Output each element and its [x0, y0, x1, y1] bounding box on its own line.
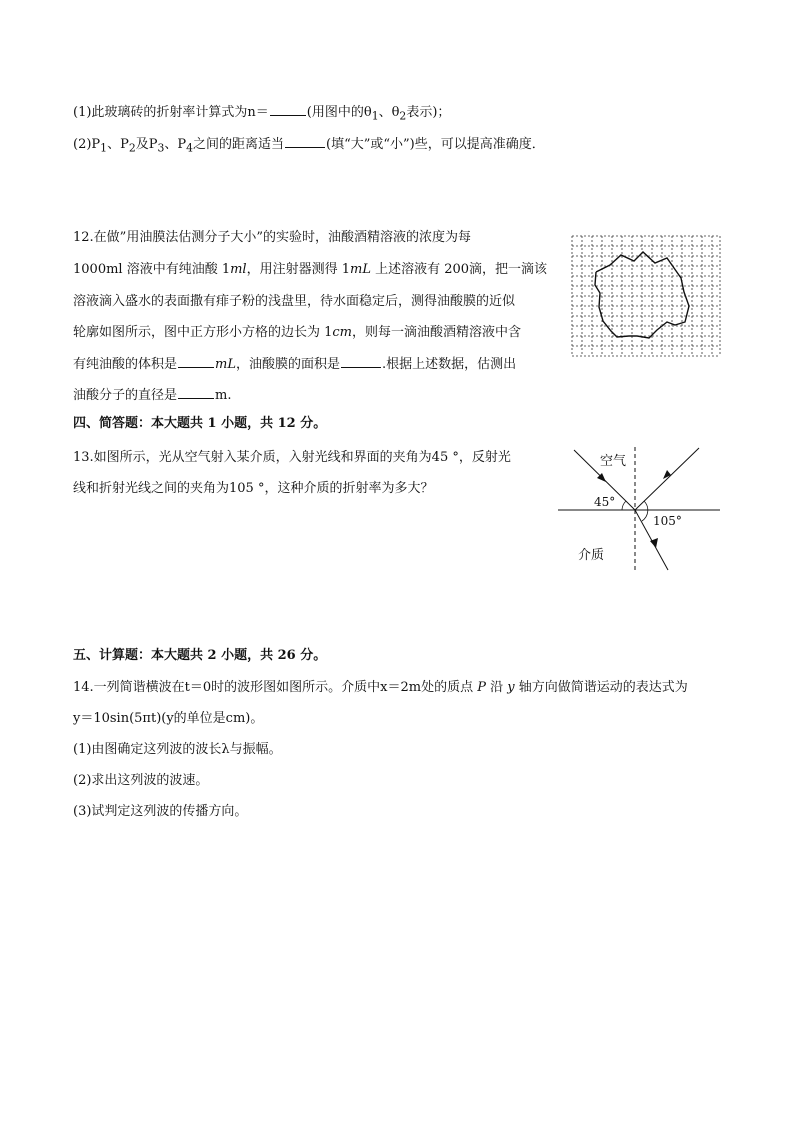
q14-line2: y＝10sin(5πt)(y的单位是cm)。 — [73, 711, 264, 726]
q11-part2-text: 、P — [164, 137, 187, 152]
q11-part2-text: (填“大”或“小”)些，可以提高准确度． — [326, 137, 545, 152]
reflected-ray — [635, 448, 699, 510]
section-desc: 本大题共 1 小题，共 12 分。 — [151, 416, 327, 431]
q13-line1: 13.如图所示，光从空气射入某介质，入射光线和界面的夹角为45 °，反射光 — [73, 450, 511, 465]
section-title: 五、计算题： — [73, 648, 152, 663]
q12-text: .根据上述数据，估测出 — [382, 357, 517, 372]
q11-part1 — [73, 103, 450, 126]
unit: cm — [332, 325, 353, 340]
q12-line2 — [73, 261, 547, 279]
q14-line1 — [73, 679, 688, 697]
q11-part2-text: 及P — [135, 137, 158, 152]
q12-line1: 12.在做”用油膜法估测分子大小”的实验时，油酸酒精溶液的浓度为每 — [73, 230, 471, 245]
q12-text: ，用注射器测得 1 — [246, 262, 351, 277]
medium-label: 介质 — [578, 548, 605, 563]
q14-text: 14.一列简谐横波在t＝0时的波形图如图所示。介质中x＝2m处的质点 — [73, 680, 478, 695]
q14-part2: (2)求出这列波的波速。 — [73, 773, 209, 788]
oil-film-grid-figure — [571, 235, 721, 359]
q14-text: 轴方向做简谐运动的表达式为 — [514, 680, 688, 695]
q12-text: ，油酸膜的面积是 — [235, 357, 340, 372]
q12-text: 油酸分子的直径是 — [73, 388, 178, 403]
q12-text: 有纯油酸的体积是 — [73, 357, 178, 372]
variable: y — [507, 680, 515, 695]
q12-line4 — [73, 324, 521, 342]
q11-part2-text: 、P — [107, 137, 129, 152]
q14-part3: (3)试判定这列波的传播方向。 — [73, 804, 248, 819]
q12-text: ，则每一滴油酸酒精溶液中含 — [352, 325, 522, 340]
q14-part1: (1)由图确定这列波的波长λ与振幅。 — [73, 742, 282, 757]
answer-blank — [270, 103, 306, 116]
q11-part2 — [73, 135, 545, 158]
q12-line6 — [73, 386, 231, 405]
q11-part2-text: (2)P — [73, 137, 101, 152]
subscript: 1 — [371, 109, 379, 123]
subscript: 3 — [157, 141, 165, 155]
air-label: 空气 — [600, 454, 627, 469]
angle-arc — [622, 501, 626, 510]
q12-text: 轮廓如图所示，图中正方形小方格的边长为 1 — [73, 325, 333, 340]
unit: ml — [230, 262, 247, 277]
subscript: 1 — [100, 141, 108, 155]
answer-blank — [341, 355, 381, 368]
angle-105-label: 105° — [653, 514, 682, 528]
unit: mL — [350, 262, 371, 277]
answer-blank — [178, 386, 214, 399]
q14-text: 沿 — [485, 680, 508, 695]
q12-line3: 溶液滴入盛水的表面撒有痱子粉的浅盘里，待水面稳定后，测得油酸膜的近似 — [73, 294, 516, 309]
section-title: 四、简答题： — [73, 416, 152, 431]
arrow-icon — [663, 470, 671, 479]
section4-heading — [73, 415, 326, 433]
subscript: 2 — [399, 109, 407, 123]
subscript: 2 — [128, 141, 136, 155]
angle-45-label: 45° — [594, 495, 616, 509]
answer-blank — [285, 135, 325, 148]
refraction-figure — [556, 445, 724, 575]
q11-part1-text: (1)此玻璃砖的折射率计算式为n＝ — [73, 105, 269, 120]
variable: P — [477, 680, 486, 695]
unit: mL — [215, 357, 236, 372]
q12-text: 1000ml 溶液中有纯油酸 1 — [73, 262, 231, 277]
section5-heading — [73, 647, 326, 665]
q11-part1-text: 表示)； — [406, 105, 451, 120]
answer-blank — [178, 355, 214, 368]
q12-text: m. — [215, 388, 232, 403]
q13-line2: 线和折射光线之间的夹角为105 °，这种介质的折射率为多大？ — [73, 481, 434, 496]
subscript: 4 — [186, 141, 193, 155]
q11-part1-text: (用图中的θ — [306, 105, 372, 120]
q12-text: 上述溶液有 200滴，把一滴该 — [370, 262, 548, 277]
q11-part1-text: 、θ — [378, 105, 400, 120]
section-desc: 本大题共 2 小题，共 26 分。 — [151, 648, 327, 663]
q12-line5 — [73, 355, 516, 374]
angle-arc — [642, 501, 648, 521]
q11-part2-text: 之间的距离适当 — [192, 137, 284, 152]
